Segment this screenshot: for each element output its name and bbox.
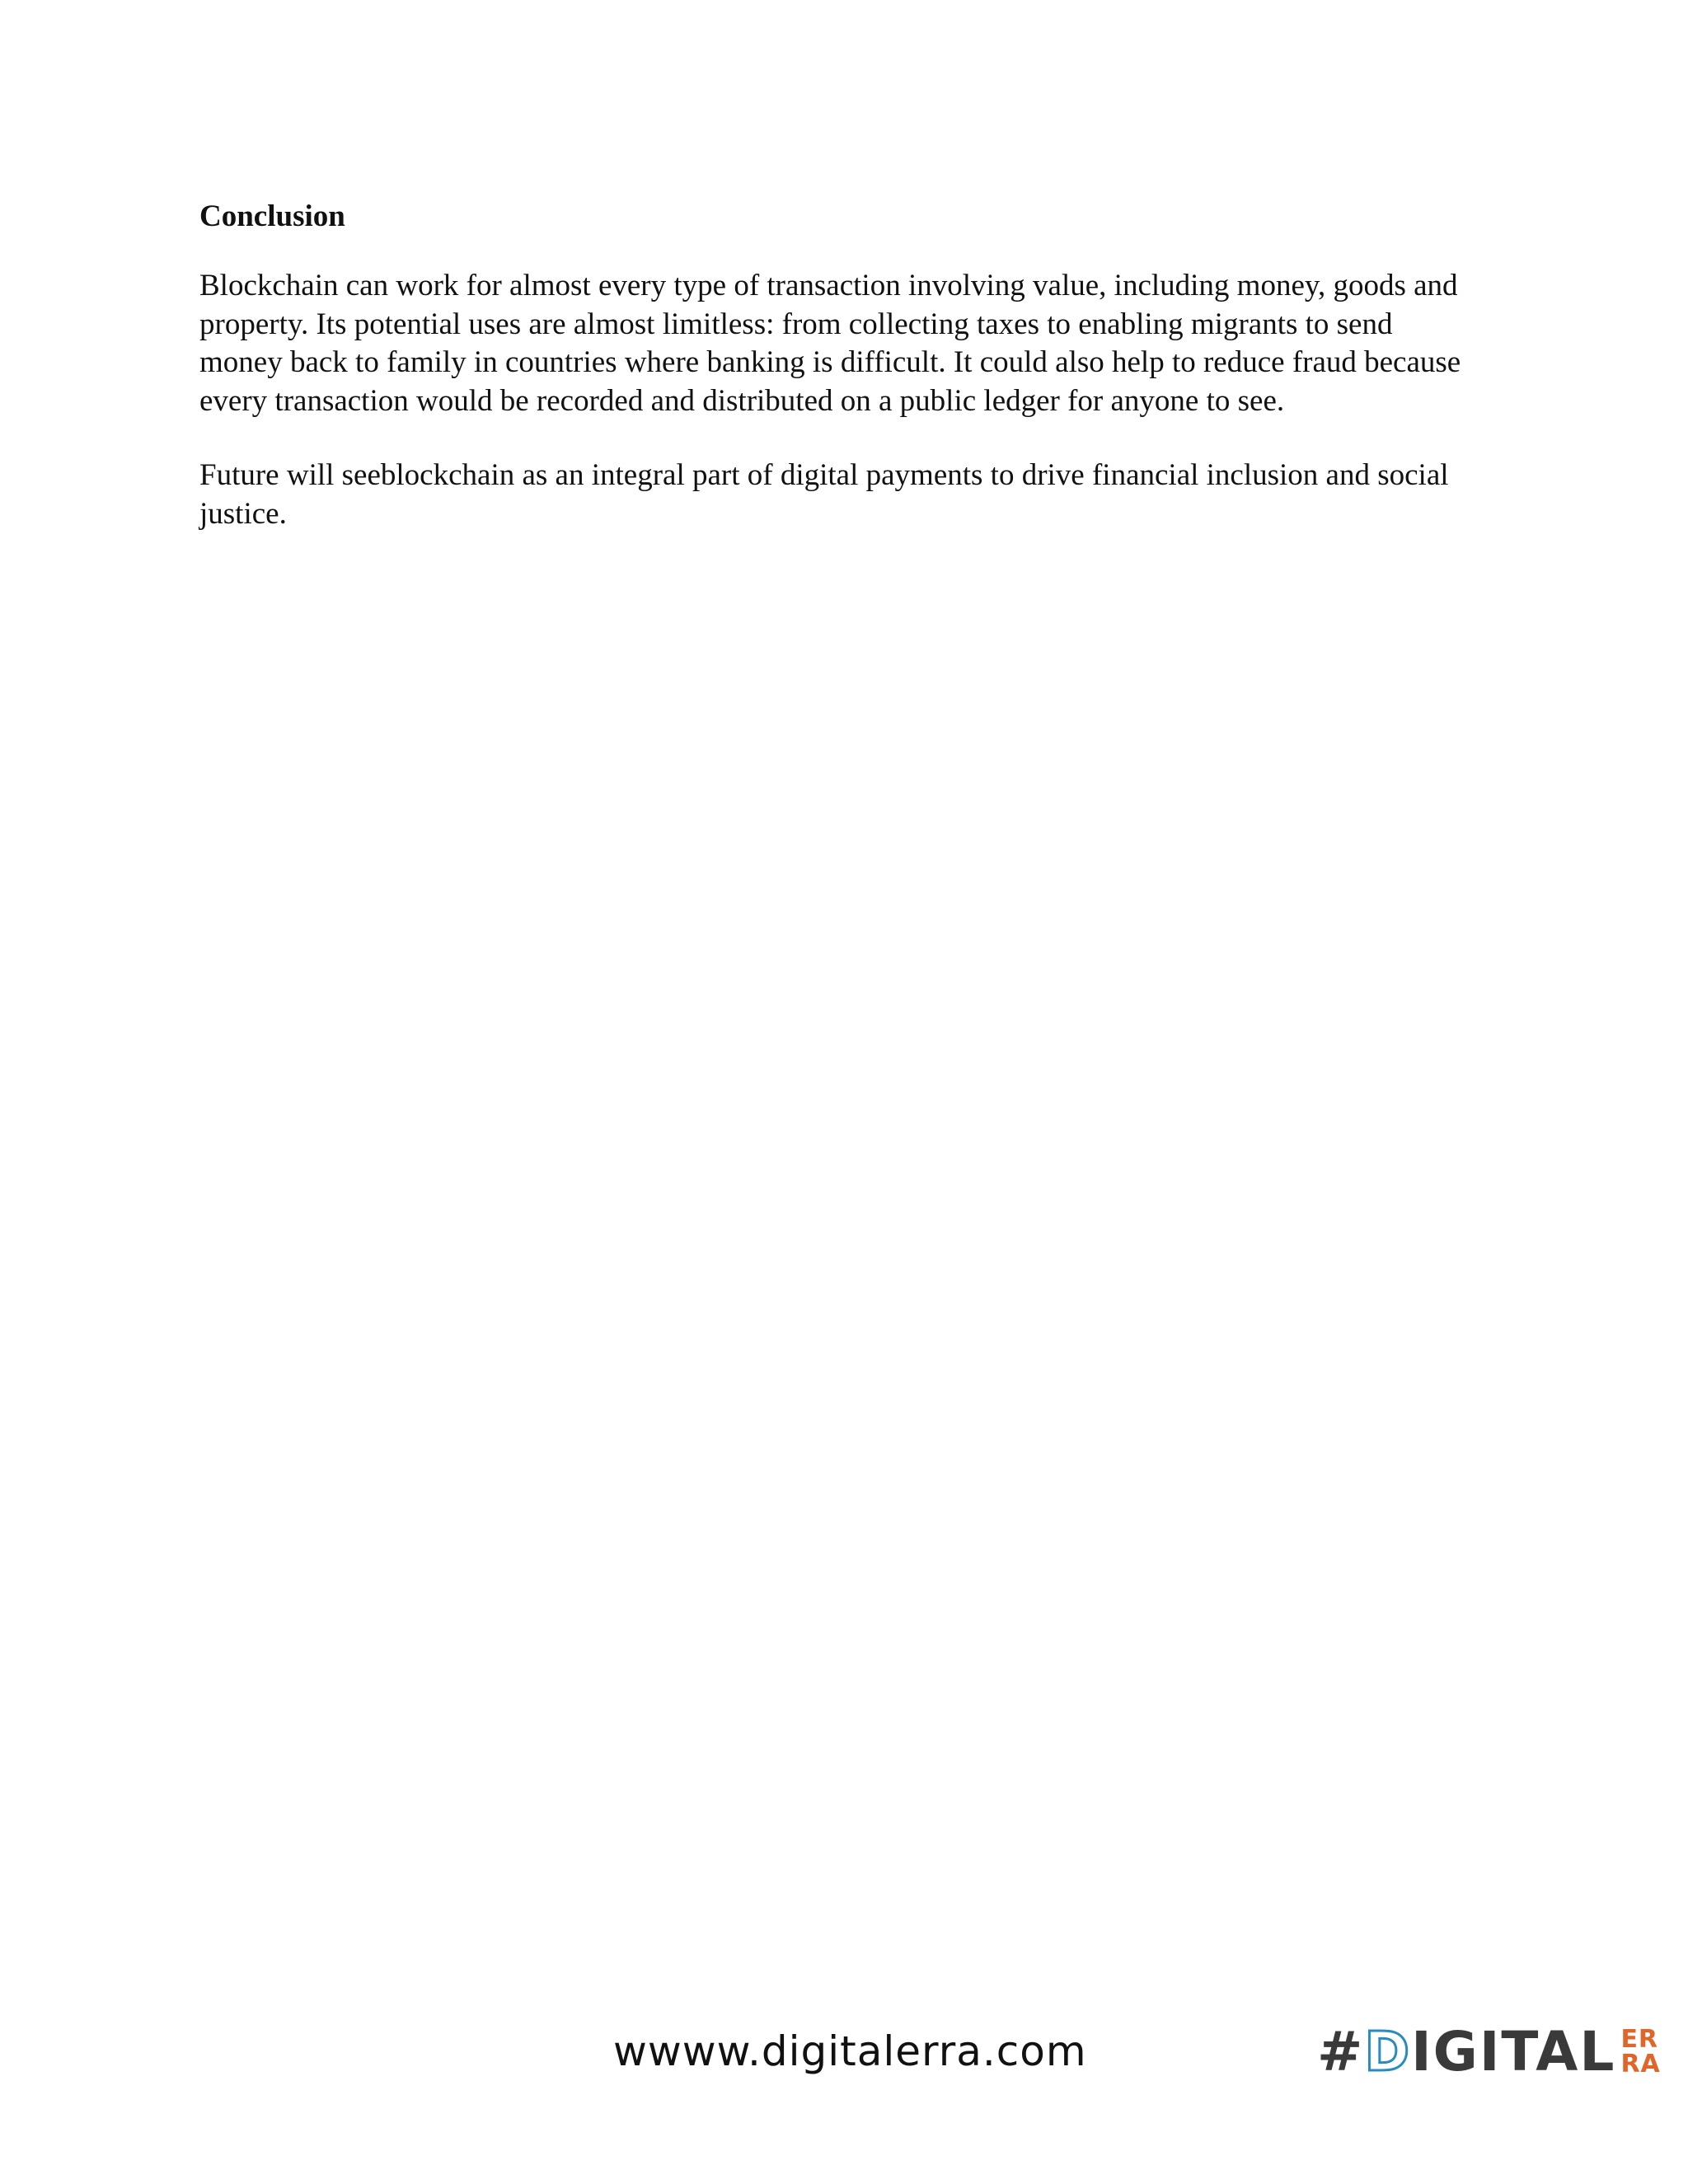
logo-d-letter: D	[1364, 2020, 1412, 2083]
paragraph-2: Future will seeblockchain as an integral part of digital payments to drive financial inclusion and social justice.	[199, 458, 1449, 531]
digitalerra-logo	[1317, 2021, 1661, 2083]
logo-rest: IGITAL	[1411, 2020, 1616, 2083]
section-heading: Conclusion	[199, 199, 345, 233]
logo-wordmark	[1317, 2021, 1615, 2083]
footer-website-url: wwww.digitalerra.com	[613, 2027, 1087, 2075]
document-body	[199, 193, 1469, 569]
logo-suffix-bottom: RA	[1620, 2050, 1661, 2079]
logo-suffix-top: ER	[1620, 2025, 1659, 2054]
logo-hash: #	[1317, 2020, 1365, 2083]
paragraph-1: Blockchain can work for almost every type of transaction involving value, including money, goods and property. Its potential uses are almost limitless: from collecting taxes to enabling migrants to send money back to family in countries where banking is difficult. It could also help to reduce fraud because every transaction would be recorded and distributed on a public ledger for anyone to see.	[199, 269, 1461, 418]
logo-erra-suffix	[1620, 2027, 1660, 2077]
